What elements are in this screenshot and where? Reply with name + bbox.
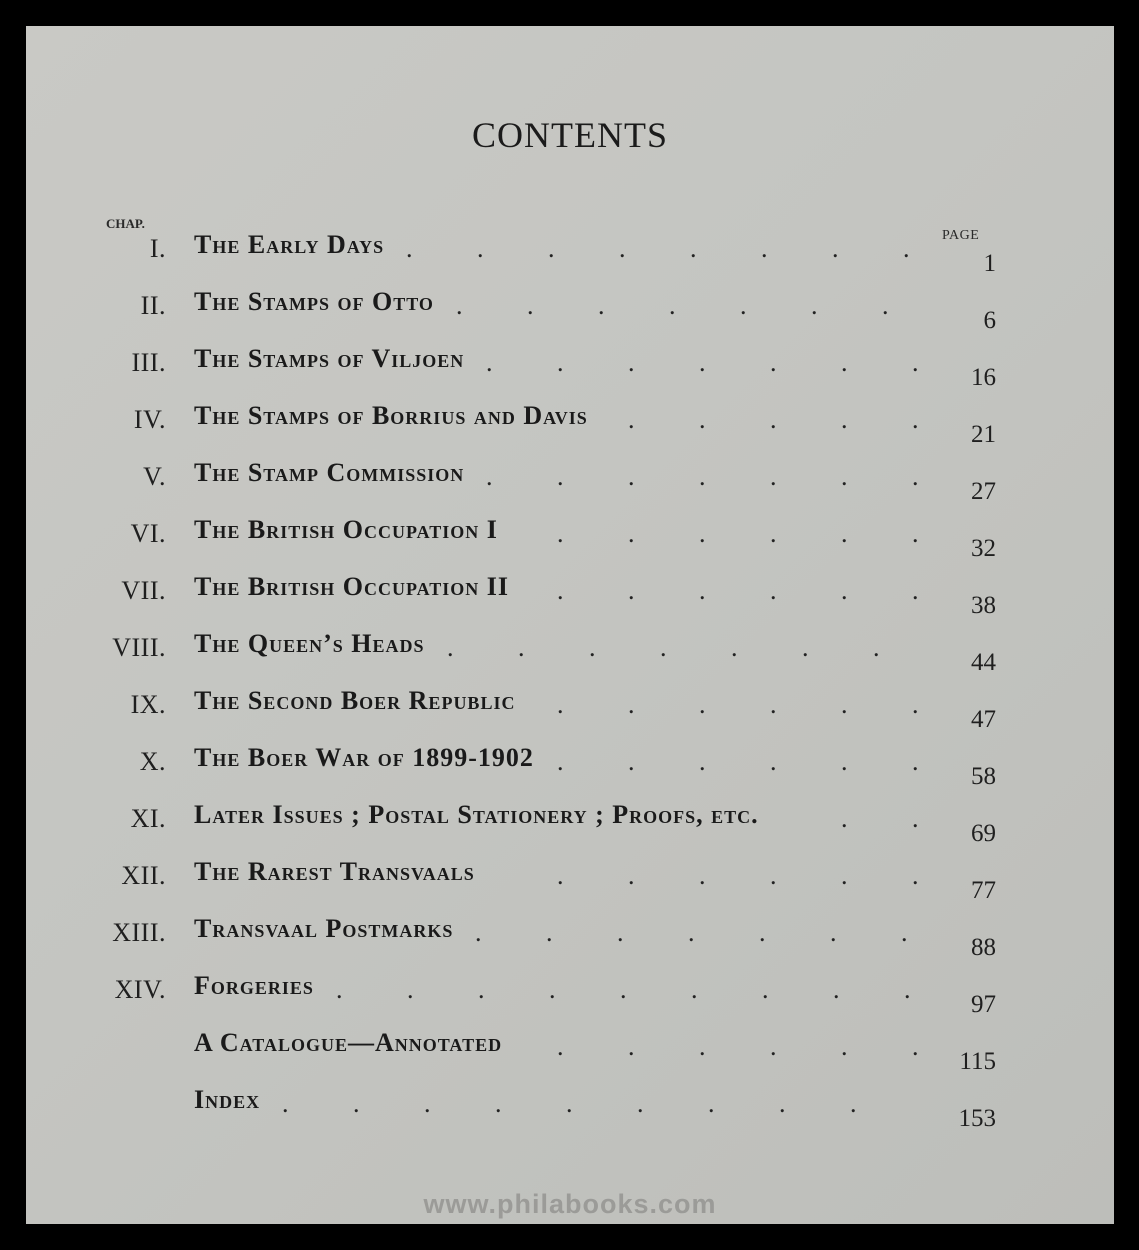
leader-dot: . xyxy=(779,1089,786,1118)
toc-entry xyxy=(26,1081,1114,1132)
leader-dot: . xyxy=(688,918,695,947)
leader-dots xyxy=(26,1089,1114,1119)
leader-dot: . xyxy=(770,462,777,491)
leader-dot: . xyxy=(699,462,706,491)
leader-dot: . xyxy=(628,576,635,605)
leader-dot: . xyxy=(841,861,848,890)
page-number: 16 xyxy=(971,364,996,391)
chapter-number: VI. xyxy=(130,519,166,548)
watermark: www.philabooks.com xyxy=(423,1189,717,1219)
chapter-number: XIII. xyxy=(112,918,166,947)
leader-dot: . xyxy=(841,747,848,776)
leader-dot: . xyxy=(770,690,777,719)
leader-dot: . xyxy=(557,348,564,377)
chapter-number: XI. xyxy=(130,804,166,833)
leader-dot: . xyxy=(850,1089,857,1118)
leader-dots xyxy=(26,576,1114,606)
leader-dot: . xyxy=(628,348,635,377)
leader-dot: . xyxy=(691,975,698,1004)
page-number: 44 xyxy=(971,649,996,676)
leader-dot: . xyxy=(557,519,564,548)
leader-dot: . xyxy=(841,348,848,377)
page-number: 1 xyxy=(983,250,996,277)
leader-dot: . xyxy=(740,291,747,320)
toc-entry xyxy=(26,511,1114,562)
leader-dot: . xyxy=(882,291,889,320)
leader-dot: . xyxy=(873,633,880,662)
chapter-number: IX. xyxy=(130,690,166,719)
toc-entry xyxy=(26,226,1114,277)
leader-dot: . xyxy=(628,690,635,719)
chapter-title: The Second Boer Republic xyxy=(194,686,516,715)
leader-dots xyxy=(26,747,1114,777)
toc-entry xyxy=(26,1024,1114,1075)
leader-dots xyxy=(26,519,1114,549)
leader-dot: . xyxy=(841,405,848,434)
leader-dot: . xyxy=(770,747,777,776)
leader-dot: . xyxy=(424,1089,431,1118)
chapter-number: IV. xyxy=(133,405,166,434)
leader-dot: . xyxy=(628,519,635,548)
leader-dot: . xyxy=(518,633,525,662)
leader-dot: . xyxy=(557,690,564,719)
toc-entry xyxy=(26,910,1114,961)
chapter-title: Transvaal Postmarks xyxy=(194,914,454,943)
chapter-title: The Boer War of 1899-1902 xyxy=(194,743,534,772)
chapter-title: Index xyxy=(194,1085,261,1114)
page-number: 69 xyxy=(971,820,996,847)
toc-entry xyxy=(26,682,1114,733)
book-page xyxy=(26,26,1114,1224)
leader-dot: . xyxy=(475,918,482,947)
leader-dot: . xyxy=(699,861,706,890)
page-number: 27 xyxy=(971,478,996,505)
leader-dot: . xyxy=(527,291,534,320)
leader-dot: . xyxy=(841,519,848,548)
leader-dot: . xyxy=(830,918,837,947)
leader-dot: . xyxy=(407,975,414,1004)
leader-dot: . xyxy=(619,234,626,263)
leader-dot: . xyxy=(669,291,676,320)
chapter-number: XIV. xyxy=(114,975,166,1004)
toc-entry xyxy=(26,454,1114,505)
leader-dot: . xyxy=(478,975,485,1004)
leader-dot: . xyxy=(770,348,777,377)
chapter-title: The Stamps of Viljoen xyxy=(194,344,465,373)
leader-dot: . xyxy=(770,519,777,548)
leader-dot: . xyxy=(841,462,848,491)
leader-dot: . xyxy=(770,405,777,434)
leader-dot: . xyxy=(912,747,919,776)
leader-dot: . xyxy=(548,234,555,263)
chapter-number: XII. xyxy=(121,861,166,890)
leader-dot: . xyxy=(557,861,564,890)
leader-dot: . xyxy=(620,975,627,1004)
toc-entry xyxy=(26,568,1114,619)
leader-dot: . xyxy=(708,1089,715,1118)
page-number: 38 xyxy=(971,592,996,619)
chapter-number: X. xyxy=(139,747,166,776)
toc-entry xyxy=(26,340,1114,391)
leader-dot: . xyxy=(557,576,564,605)
page-number: 32 xyxy=(971,535,996,562)
leader-dot: . xyxy=(486,348,493,377)
leader-dot: . xyxy=(456,291,463,320)
leader-dot: . xyxy=(628,405,635,434)
chapter-title: The Queen’s Heads xyxy=(194,629,425,658)
leader-dot: . xyxy=(841,576,848,605)
chapter-title: The Rarest Transvaals xyxy=(194,857,475,886)
page-number: 47 xyxy=(971,706,996,733)
leader-dot: . xyxy=(841,690,848,719)
leader-dot: . xyxy=(912,1032,919,1061)
chapter-number: VII. xyxy=(121,576,166,605)
leader-dot: . xyxy=(762,975,769,1004)
chapter-title: Forgeries xyxy=(194,971,314,1000)
leader-dots xyxy=(26,348,1114,378)
chapter-title: The Early Days xyxy=(194,230,385,259)
leader-dot: . xyxy=(628,462,635,491)
leader-dot: . xyxy=(628,747,635,776)
leader-dot: . xyxy=(770,576,777,605)
leader-dot: . xyxy=(699,1032,706,1061)
toc-entry xyxy=(26,796,1114,847)
page-number: 88 xyxy=(971,934,996,961)
leader-dot: . xyxy=(699,690,706,719)
toc-entry xyxy=(26,625,1114,676)
chapter-number: III. xyxy=(131,348,166,377)
leader-dot: . xyxy=(699,576,706,605)
leader-dot: . xyxy=(617,918,624,947)
chapter-title: The Stamps of Otto xyxy=(194,287,434,316)
chapter-number: VIII. xyxy=(112,633,166,662)
leader-dot: . xyxy=(904,975,911,1004)
leader-dot: . xyxy=(660,633,667,662)
leader-dots xyxy=(26,405,1114,435)
leader-dot: . xyxy=(731,633,738,662)
page-number: 153 xyxy=(958,1105,996,1132)
leader-dots xyxy=(26,975,1114,1005)
toc-entry xyxy=(26,283,1114,334)
leader-dot: . xyxy=(832,234,839,263)
leader-dots xyxy=(26,861,1114,891)
leader-dot: . xyxy=(833,975,840,1004)
leader-dot: . xyxy=(549,975,556,1004)
leader-dot: . xyxy=(912,804,919,833)
leader-dot: . xyxy=(912,462,919,491)
leader-dot: . xyxy=(589,633,596,662)
leader-dots xyxy=(26,1032,1114,1062)
leader-dot: . xyxy=(546,918,553,947)
toc-entry xyxy=(26,739,1114,790)
leader-dot: . xyxy=(637,1089,644,1118)
chapter-number: I. xyxy=(149,234,166,263)
leader-dots xyxy=(26,633,1114,663)
leader-dots xyxy=(26,690,1114,720)
leader-dot: . xyxy=(690,234,697,263)
page-number: 77 xyxy=(971,877,996,904)
page-number: 97 xyxy=(971,991,996,1018)
leader-dot: . xyxy=(336,975,343,1004)
leader-dot: . xyxy=(841,1032,848,1061)
leader-dot: . xyxy=(912,690,919,719)
leader-dot: . xyxy=(566,1089,573,1118)
leader-dot: . xyxy=(759,918,766,947)
chapter-title: A Catalogue—Annotated xyxy=(194,1028,503,1057)
leader-dot: . xyxy=(282,1089,289,1118)
leader-dots xyxy=(26,234,1114,264)
page-title: CONTENTS xyxy=(472,115,668,155)
chapter-number: V. xyxy=(143,462,166,491)
chapter-number: II. xyxy=(140,291,166,320)
leader-dot: . xyxy=(486,462,493,491)
chapter-title: The Stamps of Borrius and Davis xyxy=(194,401,588,430)
leader-dot: . xyxy=(912,405,919,434)
toc-entry xyxy=(26,397,1114,448)
leader-dot: . xyxy=(811,291,818,320)
leader-dot: . xyxy=(699,747,706,776)
page-number: 6 xyxy=(983,307,996,334)
leader-dot: . xyxy=(628,1032,635,1061)
chapter-title: The British Occupation I xyxy=(194,515,498,544)
leader-dot: . xyxy=(699,348,706,377)
leader-dot: . xyxy=(477,234,484,263)
leader-dot: . xyxy=(841,804,848,833)
leader-dot: . xyxy=(912,861,919,890)
leader-dot: . xyxy=(628,861,635,890)
leader-dot: . xyxy=(903,234,910,263)
leader-dot: . xyxy=(802,633,809,662)
chapter-column-header: CHAP. xyxy=(106,216,145,231)
leader-dot: . xyxy=(557,1032,564,1061)
page-number: 21 xyxy=(971,421,996,448)
leader-dot: . xyxy=(770,1032,777,1061)
page-number: 58 xyxy=(971,763,996,790)
leader-dots xyxy=(26,804,1114,834)
leader-dot: . xyxy=(353,1089,360,1118)
leader-dot: . xyxy=(912,519,919,548)
leader-dot: . xyxy=(912,576,919,605)
leader-dot: . xyxy=(770,861,777,890)
leader-dot: . xyxy=(699,519,706,548)
page-column-header: PAGE xyxy=(942,228,980,243)
leader-dot: . xyxy=(557,747,564,776)
toc-entry xyxy=(26,967,1114,1018)
leader-dots xyxy=(26,918,1114,948)
chapter-title: Later Issues ; Postal Stationery ; Proofs, etc. xyxy=(194,800,759,829)
leader-dot: . xyxy=(406,234,413,263)
leader-dot: . xyxy=(495,1089,502,1118)
leader-dot: . xyxy=(598,291,605,320)
chapter-title: The Stamp Commission xyxy=(194,458,465,487)
leader-dot: . xyxy=(761,234,768,263)
leader-dots xyxy=(26,462,1114,492)
chapter-title: The British Occupation II xyxy=(194,572,510,601)
toc-entry xyxy=(26,853,1114,904)
leader-dot: . xyxy=(901,918,908,947)
page-number: 115 xyxy=(959,1048,996,1075)
leader-dots xyxy=(26,291,1114,321)
leader-dot: . xyxy=(557,462,564,491)
leader-dot: . xyxy=(912,348,919,377)
leader-dot: . xyxy=(447,633,454,662)
leader-dot: . xyxy=(699,405,706,434)
